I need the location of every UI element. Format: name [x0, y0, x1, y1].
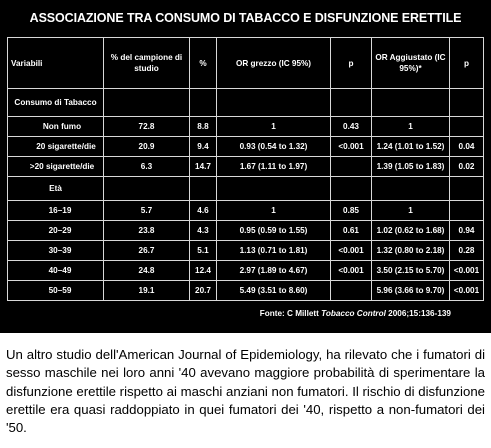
cell-p1: <0.001	[331, 261, 372, 281]
source-citation	[260, 309, 451, 318]
row-label: Non fumo	[8, 117, 104, 137]
source-suffix: 2006;15:136-139	[385, 309, 451, 318]
cell-p2: 0.94	[450, 221, 484, 241]
source-journal: Tobacco Control	[321, 309, 386, 318]
cell-or-grezzo: 1.67 (1.11 to 1.97)	[217, 157, 331, 177]
table-row	[8, 221, 484, 241]
slide-title: ASSOCIAZIONE TRA CONSUMO DI TABACCO E DISFUNZIONE ERETTILE	[29, 11, 462, 25]
cell-or-grezzo: 1.13 (0.71 to 1.81)	[217, 241, 331, 261]
cell-or-agg: 1.39 (1.05 to 1.83)	[372, 157, 450, 177]
cell-p2: 0.28	[450, 241, 484, 261]
table-header-row	[8, 38, 484, 89]
cell-or-grezzo: 0.93 (0.54 to 1.32)	[217, 137, 331, 157]
cell-campione: 6.3	[104, 157, 190, 177]
row-label: 16–19	[8, 201, 104, 221]
row-label: 20–29	[8, 221, 104, 241]
cell-or-agg: 3.50 (2.15 to 5.70)	[372, 261, 450, 281]
cell-p2	[450, 117, 484, 137]
source-prefix: Fonte: C Millett	[259, 309, 322, 318]
cell-campione: 24.8	[104, 261, 190, 281]
row-label: 30–39	[8, 241, 104, 261]
cell-p1: <0.001	[331, 137, 372, 157]
cell-pct: 4.3	[190, 221, 217, 241]
cell-or-agg: 1.24 (1.01 to 1.52)	[372, 137, 450, 157]
cell-p1: <0.001	[331, 241, 372, 261]
table-row	[8, 201, 484, 221]
cell-p2: <0.001	[450, 281, 484, 301]
cell-campione: 23.8	[104, 221, 190, 241]
table-row	[8, 281, 484, 301]
cell-pct: 8.8	[190, 117, 217, 137]
cell-campione: 5.7	[104, 201, 190, 221]
section-row	[8, 177, 484, 201]
table-row	[8, 241, 484, 261]
cell-or-agg: 5.96 (3.66 to 9.70)	[372, 281, 450, 301]
cell-pct: 5.1	[190, 241, 217, 261]
row-label: 40–49	[8, 261, 104, 281]
table-row	[8, 117, 484, 137]
cell-p2: <0.001	[450, 261, 484, 281]
row-label: 20 sigarette/die	[8, 137, 104, 157]
section-title: Consumo di Tabacco	[8, 89, 104, 117]
row-label: 50–59	[8, 281, 104, 301]
cell-p2	[450, 201, 484, 221]
cell-or-grezzo: 1	[217, 201, 331, 221]
cell-campione: 72.8	[104, 117, 190, 137]
cell-campione: 20.9	[104, 137, 190, 157]
cell-p2: 0.04	[450, 137, 484, 157]
cell-p1: 0.61	[331, 221, 372, 241]
header-pct: %	[190, 38, 217, 89]
section-row	[8, 89, 484, 117]
cell-pct: 20.7	[190, 281, 217, 301]
cell-or-grezzo: 2.97 (1.89 to 4.67)	[217, 261, 331, 281]
row-label: >20 sigarette/die	[8, 157, 104, 177]
table-row	[8, 137, 484, 157]
header-or-grezzo: OR grezzo (IC 95%)	[217, 38, 331, 89]
data-table	[7, 37, 484, 301]
cell-pct: 12.4	[190, 261, 217, 281]
caption-paragraph: Un altro studio dell'American Journal of Epidemiology, ha rilevato che i fumatori di sesso maschile nei loro anni '40 avevano maggiore probabilità di sperimentare la disfunzione erettile rispetto ai maschi anziani non fumatori. Il rischio di disfunzione erettile era quasi raddoppiato in quei fumatori dei '40, rispetto a non-fumatori dei '50.	[6, 347, 485, 436]
cell-or-grezzo: 0.95 (0.59 to 1.55)	[217, 221, 331, 241]
header-or-aggiustato: OR Aggiustato (IC 95%)*	[372, 38, 450, 89]
cell-p1	[331, 281, 372, 301]
cell-or-agg: 1	[372, 201, 450, 221]
cell-or-grezzo: 5.49 (3.51 to 8.60)	[217, 281, 331, 301]
section-title: Età	[8, 177, 104, 201]
cell-pct: 14.7	[190, 157, 217, 177]
table-row	[8, 157, 484, 177]
cell-pct: 4.6	[190, 201, 217, 221]
table-row	[8, 261, 484, 281]
cell-p1: 0.85	[331, 201, 372, 221]
cell-campione: 26.7	[104, 241, 190, 261]
header-p2: p	[450, 38, 484, 89]
cell-p1	[331, 157, 372, 177]
cell-or-grezzo: 1	[217, 117, 331, 137]
cell-pct: 9.4	[190, 137, 217, 157]
cell-or-agg: 1.02 (0.62 to 1.68)	[372, 221, 450, 241]
cell-p1: 0.43	[331, 117, 372, 137]
header-variabili: Variabili	[8, 38, 104, 89]
cell-or-agg: 1	[372, 117, 450, 137]
cell-campione: 19.1	[104, 281, 190, 301]
header-campione: % del campione di studio	[104, 38, 190, 89]
cell-p2: 0.02	[450, 157, 484, 177]
header-p1: p	[331, 38, 372, 89]
cell-or-agg: 1.32 (0.80 to 2.18)	[372, 241, 450, 261]
